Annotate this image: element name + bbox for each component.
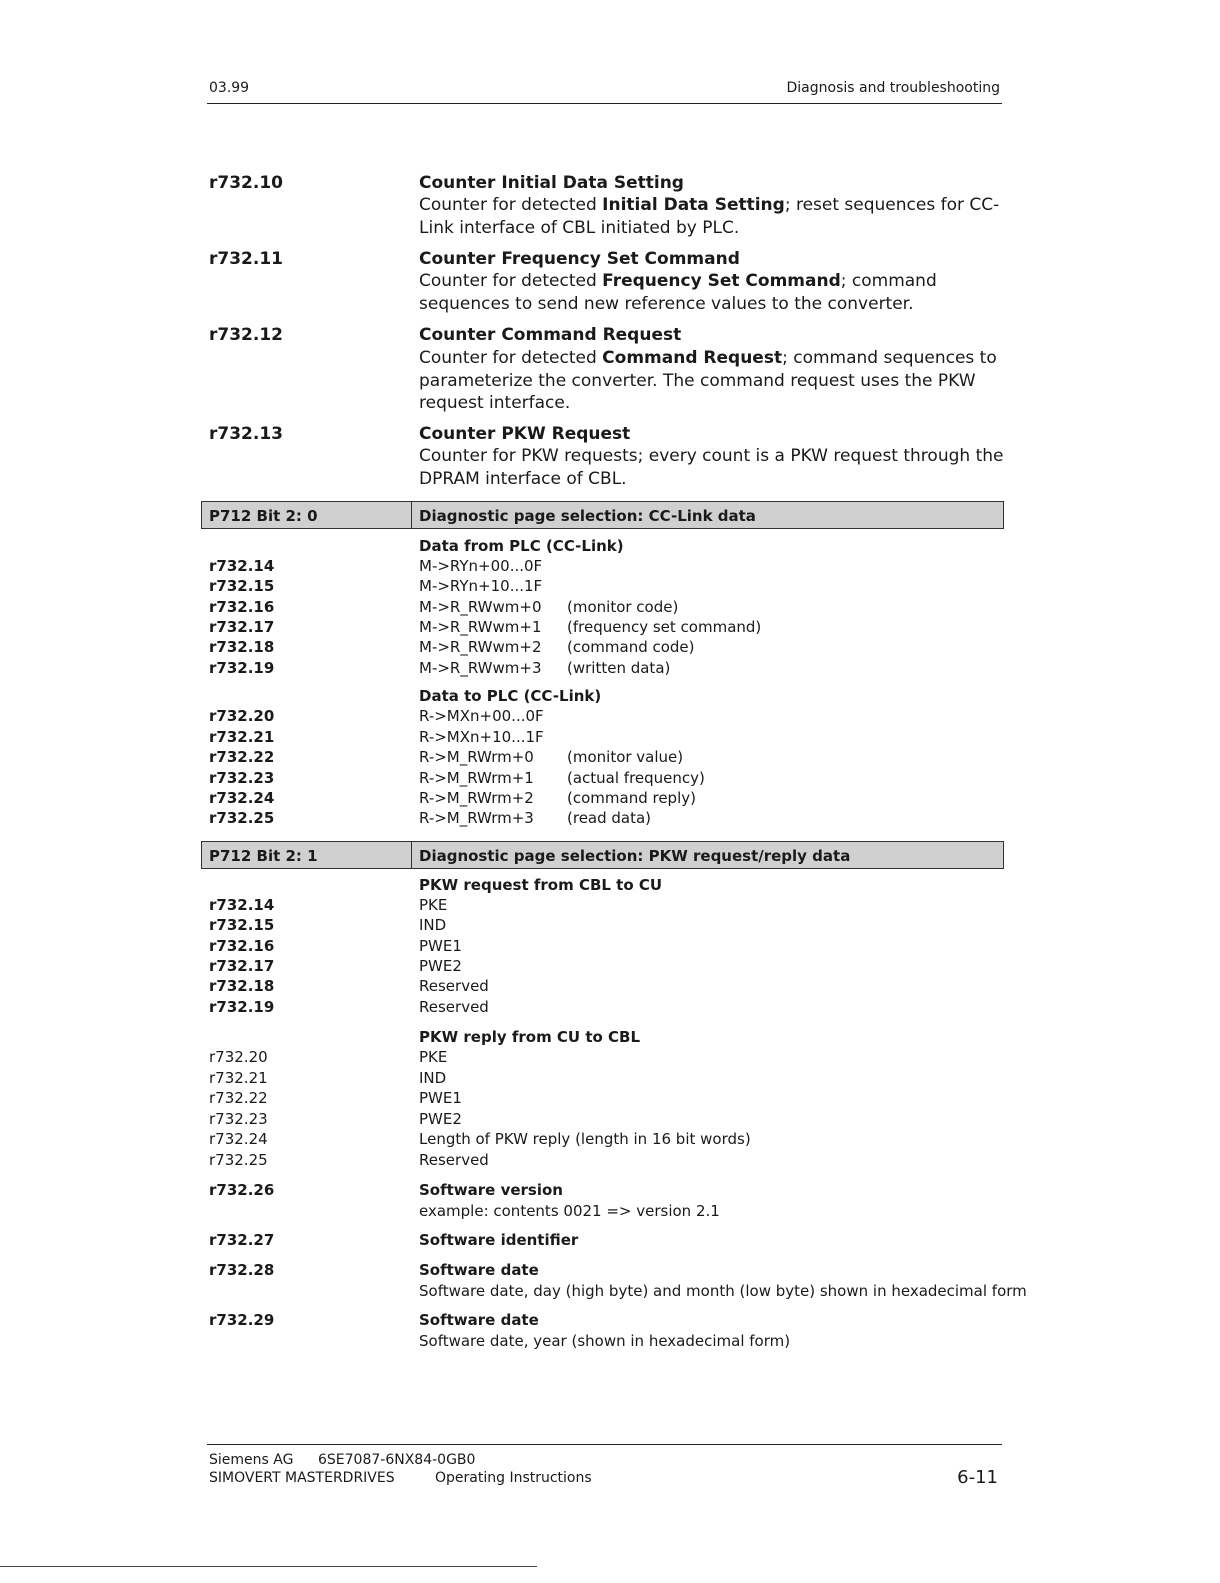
param-description-line: sequences to send new reference values to the converter. xyxy=(419,294,914,314)
row-param-id: r732.24 xyxy=(209,1130,268,1148)
param-title: Software date xyxy=(419,1261,539,1279)
row-signal: PWE1 xyxy=(419,937,462,955)
header-rule xyxy=(207,103,1002,104)
section-bar-cc-link xyxy=(201,501,1004,529)
param-id: r732.13 xyxy=(209,424,283,444)
row-signal: PWE2 xyxy=(419,957,462,975)
row-note: (read data) xyxy=(567,809,652,827)
row-param-id: r732.23 xyxy=(209,769,275,787)
section-bar-condition: P712 Bit 2: 0 xyxy=(209,507,318,525)
row-param-id: r732.25 xyxy=(209,1151,268,1169)
param-title: Counter PKW Request xyxy=(419,424,631,444)
param-description-line: DPRAM interface of CBL. xyxy=(419,469,627,489)
footer-document-type: Operating Instructions xyxy=(435,1470,592,1486)
row-note: (command code) xyxy=(567,638,695,656)
row-param-id: r732.15 xyxy=(209,577,275,595)
row-param-id: r732.14 xyxy=(209,896,275,914)
page-edge-line xyxy=(0,1566,537,1567)
row-param-id: r732.17 xyxy=(209,957,275,975)
section-bar-title: Diagnostic page selection: PKW request/reply data xyxy=(419,847,851,865)
param-id: r732.11 xyxy=(209,249,283,269)
group-heading: Data to PLC (CC-Link) xyxy=(419,687,602,705)
param-id: r732.10 xyxy=(209,173,283,193)
row-signal: Reserved xyxy=(419,998,489,1016)
row-signal: M->R_RWwm+0 xyxy=(419,598,542,616)
row-signal: PKE xyxy=(419,896,448,914)
param-id: r732.27 xyxy=(209,1231,275,1249)
param-id: r732.12 xyxy=(209,325,283,345)
footer-rule xyxy=(207,1444,1002,1445)
param-title: Software version xyxy=(419,1181,563,1199)
param-description-line: Link interface of CBL initiated by PLC. xyxy=(419,218,740,238)
row-signal: M->R_RWwm+3 xyxy=(419,659,542,677)
param-description-line: Counter for detected Frequency Set Command; command xyxy=(419,271,937,291)
row-param-id: r732.21 xyxy=(209,728,275,746)
group-heading: PKW request from CBL to CU xyxy=(419,876,663,894)
param-title: Software date xyxy=(419,1311,539,1329)
row-param-id: r732.23 xyxy=(209,1110,268,1128)
row-param-id: r732.14 xyxy=(209,557,275,575)
param-title: Counter Initial Data Setting xyxy=(419,173,684,193)
param-description-line: Software date, year (shown in hexadecimal form) xyxy=(419,1332,791,1350)
param-description-line: example: contents 0021 => version 2.1 xyxy=(419,1202,720,1220)
row-note: (written data) xyxy=(567,659,671,677)
group-heading: PKW reply from CU to CBL xyxy=(419,1028,641,1046)
param-description-line: Counter for PKW requests; every count is a PKW request through the xyxy=(419,446,1004,466)
footer-company: Siemens AG xyxy=(209,1452,294,1468)
section-bar-divider xyxy=(411,502,412,528)
section-bar-title: Diagnostic page selection: CC-Link data xyxy=(419,507,756,525)
page-number: 6-11 xyxy=(957,1467,998,1488)
group-heading: Data from PLC (CC-Link) xyxy=(419,537,624,555)
param-id: r732.26 xyxy=(209,1181,275,1199)
row-param-id: r732.15 xyxy=(209,916,275,934)
param-description-line: parameterize the converter. The command request uses the PKW xyxy=(419,371,976,391)
row-signal: R->M_RWrm+1 xyxy=(419,769,534,787)
row-signal: Reserved xyxy=(419,1151,489,1169)
row-note: (actual frequency) xyxy=(567,769,705,787)
row-param-id: r732.22 xyxy=(209,748,275,766)
row-param-id: r732.22 xyxy=(209,1089,268,1107)
param-id: r732.28 xyxy=(209,1261,275,1279)
row-param-id: r732.19 xyxy=(209,659,275,677)
row-signal: Length of PKW reply (length in 16 bit words) xyxy=(419,1130,751,1148)
row-param-id: r732.25 xyxy=(209,809,275,827)
section-bar-divider xyxy=(411,842,412,868)
footer-order-number: 6SE7087-6NX84-0GB0 xyxy=(318,1452,476,1468)
row-param-id: r732.19 xyxy=(209,998,275,1016)
row-param-id: r732.24 xyxy=(209,789,275,807)
row-signal: R->M_RWrm+2 xyxy=(419,789,534,807)
param-id: r732.29 xyxy=(209,1311,275,1329)
row-signal: Reserved xyxy=(419,977,489,995)
row-param-id: r732.21 xyxy=(209,1069,268,1087)
row-signal: R->M_RWrm+3 xyxy=(419,809,534,827)
row-param-id: r732.18 xyxy=(209,977,275,995)
param-description-line: request interface. xyxy=(419,393,571,413)
param-description-line: Counter for detected Initial Data Setting; reset sequences for CC- xyxy=(419,195,1000,215)
header-date: 03.99 xyxy=(209,80,250,96)
footer-product: SIMOVERT MASTERDRIVES xyxy=(209,1470,395,1486)
section-bar-condition: P712 Bit 2: 1 xyxy=(209,847,318,865)
row-signal: M->R_RWwm+2 xyxy=(419,638,542,656)
row-signal: M->R_RWwm+1 xyxy=(419,618,542,636)
row-param-id: r732.17 xyxy=(209,618,275,636)
section-bar-pkw xyxy=(201,841,1004,869)
row-signal: PWE1 xyxy=(419,1089,462,1107)
row-param-id: r732.16 xyxy=(209,598,275,616)
param-title: Software identifier xyxy=(419,1231,579,1249)
row-note: (command reply) xyxy=(567,789,696,807)
row-signal: PKE xyxy=(419,1048,448,1066)
param-title: Counter Frequency Set Command xyxy=(419,249,740,269)
row-param-id: r732.16 xyxy=(209,937,275,955)
row-signal: R->MXn+00...0F xyxy=(419,707,544,725)
row-param-id: r732.20 xyxy=(209,707,275,725)
param-description-line: Counter for detected Command Request; command sequences to xyxy=(419,348,997,368)
row-note: (monitor code) xyxy=(567,598,679,616)
row-note: (frequency set command) xyxy=(567,618,762,636)
row-signal: M->RYn+00...0F xyxy=(419,557,543,575)
row-note: (monitor value) xyxy=(567,748,684,766)
row-signal: M->RYn+10...1F xyxy=(419,577,543,595)
header-chapter-title: Diagnosis and troubleshooting xyxy=(786,80,1000,96)
row-signal: IND xyxy=(419,1069,447,1087)
row-param-id: r732.18 xyxy=(209,638,275,656)
row-signal: R->MXn+10...1F xyxy=(419,728,544,746)
row-param-id: r732.20 xyxy=(209,1048,268,1066)
row-signal: PWE2 xyxy=(419,1110,462,1128)
param-description-line: Software date, day (high byte) and month (low byte) shown in hexadecimal form xyxy=(419,1282,1027,1300)
row-signal: IND xyxy=(419,916,447,934)
row-signal: R->M_RWrm+0 xyxy=(419,748,534,766)
param-title: Counter Command Request xyxy=(419,325,682,345)
